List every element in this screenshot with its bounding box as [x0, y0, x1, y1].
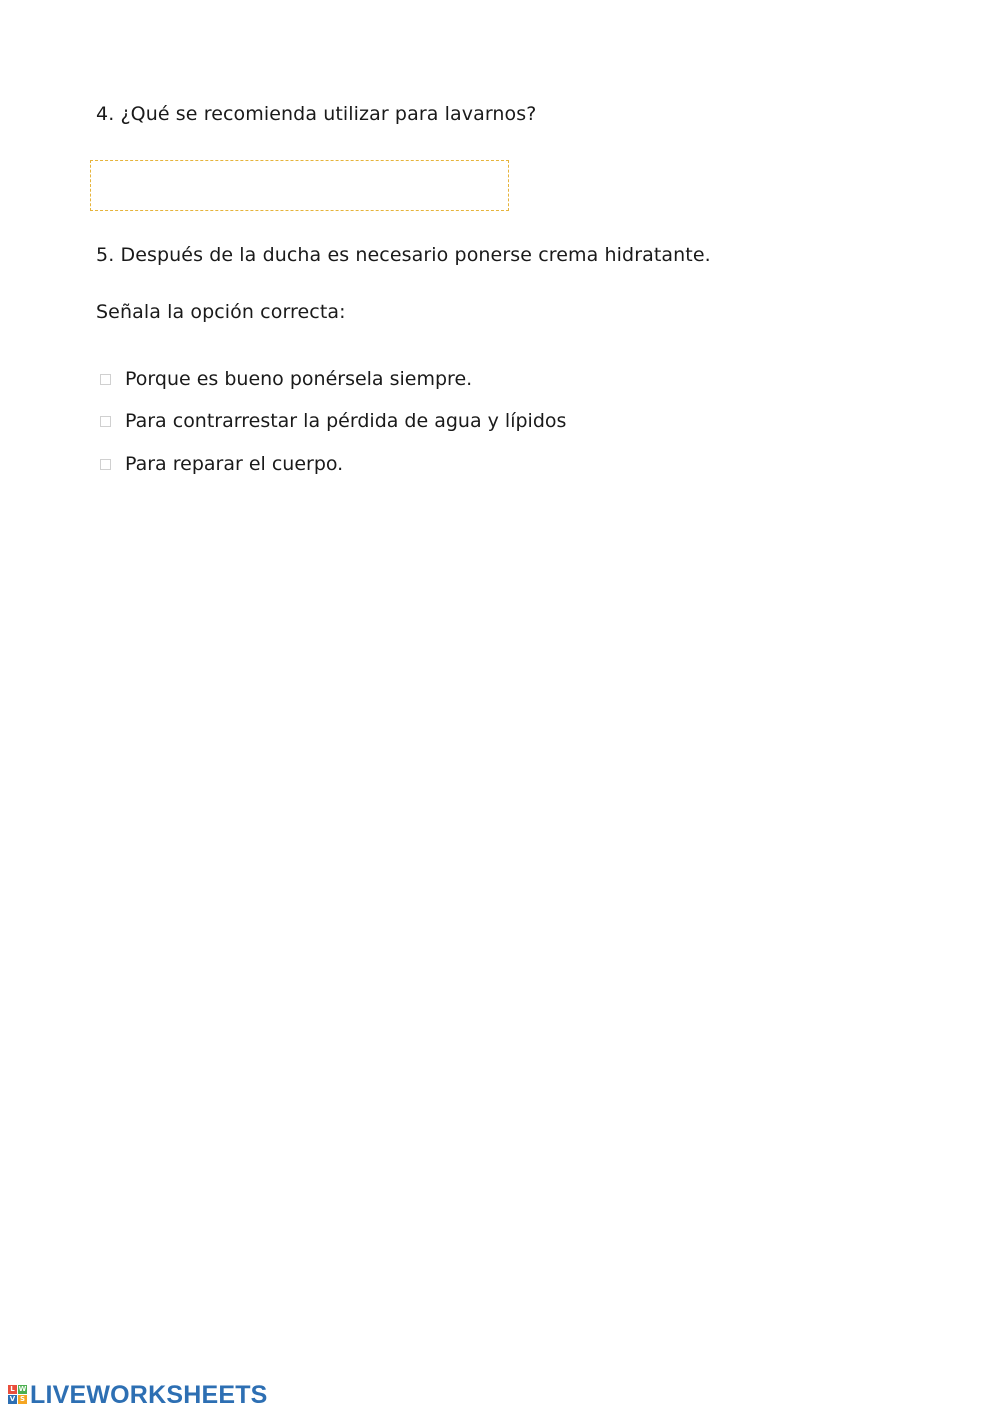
answer-input[interactable] — [91, 161, 508, 210]
instruction-text: Señala la opción correcta: — [96, 301, 346, 323]
logo-cell: L — [8, 1385, 17, 1394]
logo-cell: W — [18, 1385, 27, 1393]
logo-cell: S — [19, 1395, 26, 1403]
brand-name: LIVEWORKSHEETS — [30, 1380, 268, 1409]
option-label: Porque es bueno ponérsela siempre. — [125, 368, 473, 390]
liveworksheets-logo-icon — [8, 1385, 28, 1405]
liveworksheets-brand[interactable] — [8, 1380, 268, 1409]
option-label: Para reparar el cuerpo. — [125, 453, 344, 475]
option-checkbox[interactable] — [100, 459, 111, 470]
option-item[interactable] — [96, 408, 566, 434]
question-5-text: 5. Después de la ducha es necesario ponerse crema hidratante. — [96, 244, 711, 266]
option-item[interactable] — [96, 366, 472, 392]
option-checkbox[interactable] — [100, 374, 111, 385]
answer-input-box[interactable] — [90, 160, 509, 211]
option-label: Para contrarrestar la pérdida de agua y lípidos — [125, 410, 567, 432]
option-item[interactable] — [96, 451, 343, 477]
option-checkbox[interactable] — [100, 416, 111, 427]
logo-cell: V — [9, 1395, 16, 1403]
question-4-text: 4. ¿Qué se recomienda utilizar para lavarnos? — [96, 103, 537, 125]
